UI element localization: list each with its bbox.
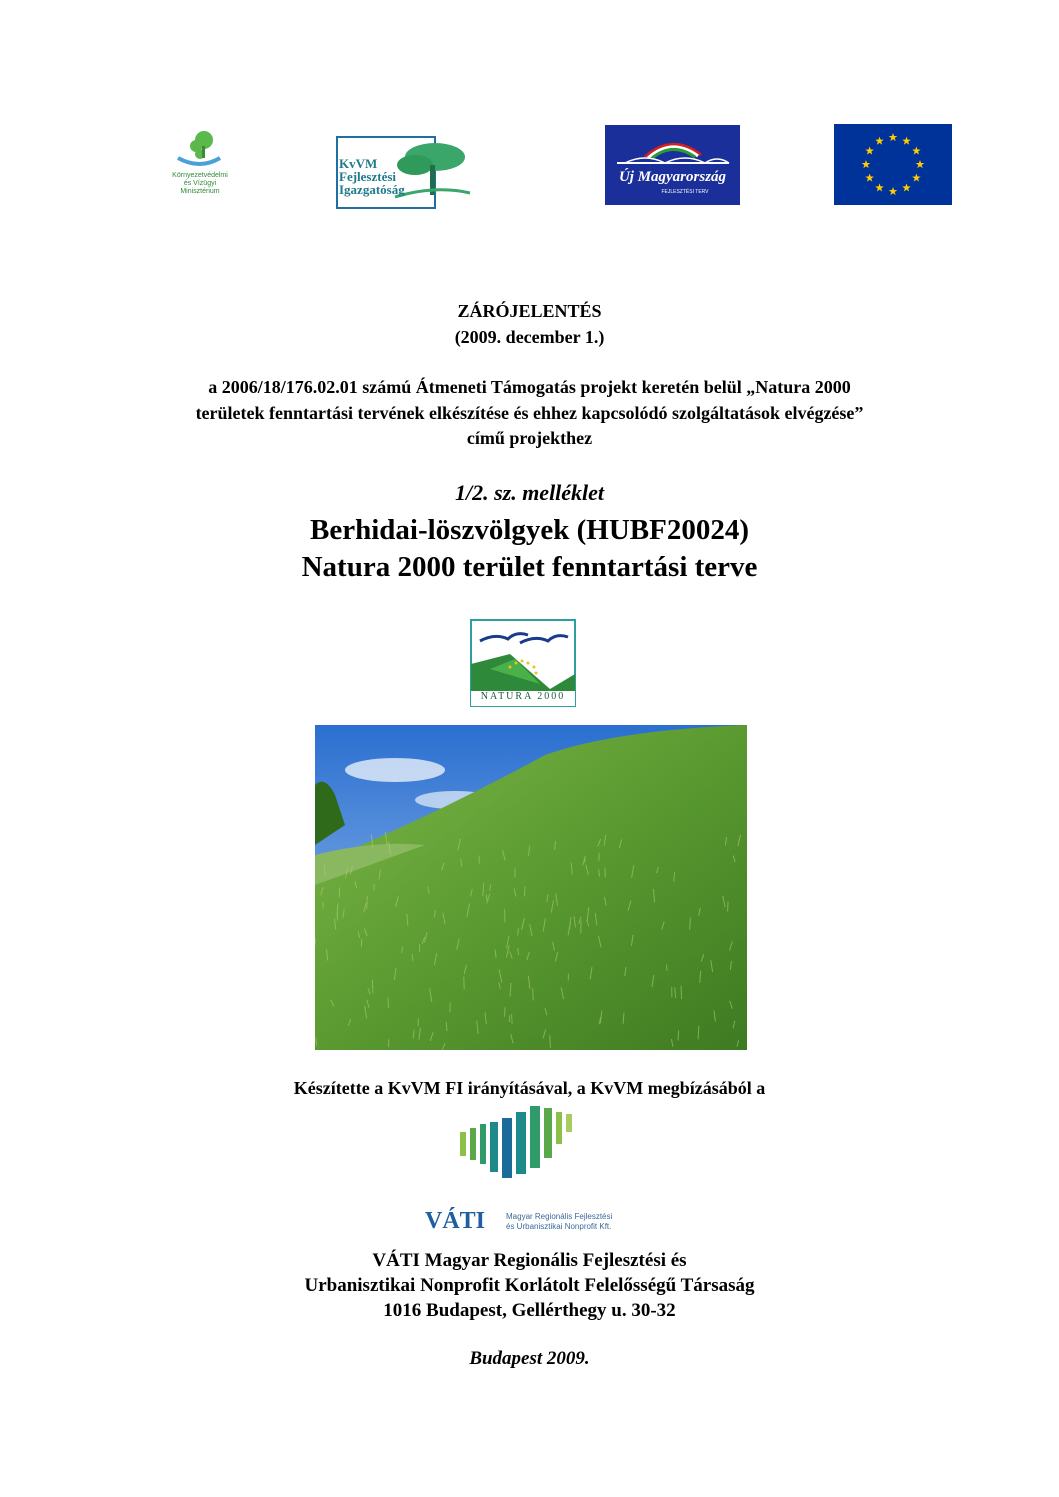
grassland-hillside-photo xyxy=(315,725,747,1050)
vati-logo-line1: Magyar Regionális Fejlesztési xyxy=(506,1212,613,1221)
grassland-photo-icon xyxy=(315,725,747,1050)
grass-blade xyxy=(533,988,534,1000)
eu-star xyxy=(902,183,911,191)
natura-2000-logo xyxy=(470,619,576,707)
eu-flag-logo xyxy=(834,124,952,205)
ministry-logo xyxy=(170,128,260,203)
tree-water-icon xyxy=(170,128,260,172)
grass-blade xyxy=(361,939,362,947)
grass-blade xyxy=(678,1031,679,1041)
grass-blade xyxy=(518,928,519,935)
ministry-logo-line3: Minisztérium xyxy=(180,188,220,195)
plan-title: Natura 2000 terület fenntartási terve xyxy=(301,551,758,583)
credit-line: Készítette a KvVM FI irányításával, a KvVM megbízásából a xyxy=(293,1078,766,1098)
natura-2000-text: NATURA 2000 xyxy=(480,691,566,702)
ministry-logo-line2: és Vízügyi xyxy=(183,180,217,187)
eu-stars-icon xyxy=(834,124,952,205)
uj-magyarorszag-subtext: FEJLESZTÉSI TERV xyxy=(661,189,709,195)
report-desc-line3: című projekthez xyxy=(466,428,593,448)
eu-star xyxy=(875,183,884,191)
kvvm-fi-logo xyxy=(335,135,475,210)
grass-blade xyxy=(698,1026,699,1040)
footer-place-year: Budapest 2009. xyxy=(469,1348,590,1369)
ministry-logo-line1: Környezetvédelmi xyxy=(172,172,228,179)
eu-star xyxy=(875,137,884,145)
grass-blade xyxy=(323,902,324,909)
grass-blade xyxy=(372,980,373,994)
grass-blade xyxy=(388,998,389,1009)
site-title: Berhidai-löszvölgyek (HUBF20024) xyxy=(309,514,749,546)
eu-star xyxy=(862,160,871,168)
vati-bars-icon xyxy=(420,1100,650,1210)
eu-star xyxy=(916,160,925,168)
uj-magyarorszag-text: Új Magyarország xyxy=(618,169,727,185)
eu-star xyxy=(912,147,921,155)
grass-blade xyxy=(524,886,525,896)
kvvm-logo-line3: Igazgatóság xyxy=(339,182,405,197)
annex-label: 1/2. sz. melléklet xyxy=(454,480,605,505)
grass-blade xyxy=(412,954,413,961)
address-line2: Urbanisztikai Nonprofit Korlátolt Felelősségű Társaság xyxy=(304,1275,755,1296)
address-line1: VÁTI Magyar Regionális Fejlesztési és xyxy=(372,1250,687,1271)
grass-blade xyxy=(316,1038,317,1046)
eu-star xyxy=(902,137,911,145)
address-block xyxy=(0,1248,1059,1323)
grass-blade xyxy=(486,895,487,901)
eu-star xyxy=(865,174,874,182)
report-title: ZÁRÓJELENTÉS xyxy=(457,301,602,321)
eu-star xyxy=(889,133,898,141)
eu-star xyxy=(912,174,921,182)
kvvm-logo-line2: Fejlesztési xyxy=(339,169,397,184)
grass-blade xyxy=(446,1022,447,1031)
address-line3: 1016 Budapest, Gellérthegy u. 30-32 xyxy=(383,1300,676,1321)
vati-logo-line2: és Urbanisztikai Nonprofit Kft. xyxy=(506,1222,612,1231)
kvvm-logo-line1: KvVM xyxy=(339,156,378,171)
report-desc-line2: területek fenntartási tervének elkészítése és ehhez kapcsolódó szolgáltatások elvégzése” xyxy=(195,403,864,423)
report-desc-line1: a 2006/18/176.02.01 számú Átmeneti Támogatás projekt keretén belül „Natura 2000 xyxy=(208,377,851,397)
grass-blade xyxy=(490,885,491,891)
vati-logo-name: VÁTI xyxy=(425,1208,486,1234)
eu-star xyxy=(889,187,898,195)
uj-magyarorszag-logo xyxy=(605,125,740,205)
report-date: (2009. december 1.) xyxy=(454,327,605,347)
vati-logo xyxy=(420,1100,650,1245)
eu-star xyxy=(865,147,874,155)
grass-blade xyxy=(690,918,691,930)
